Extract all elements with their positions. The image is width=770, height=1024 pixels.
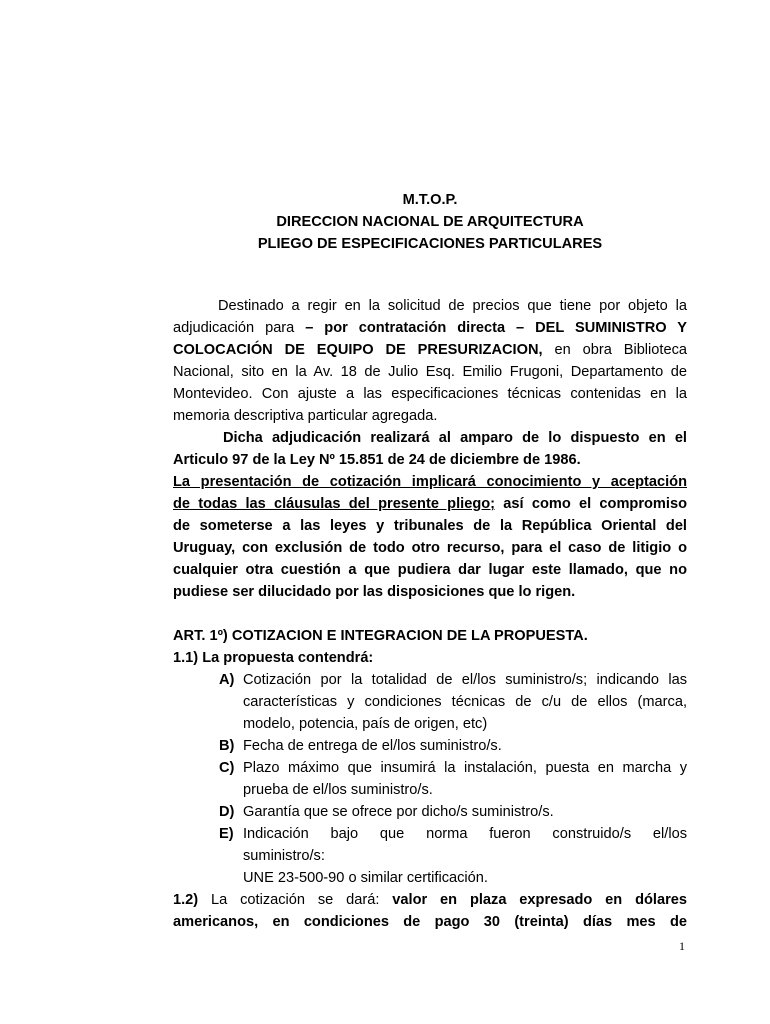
list-line: UNE 23-500-90 o similar certificación. — [243, 870, 488, 886]
acceptance-underlined: La presentación de cotización implicará conocimiento y aceptación — [173, 474, 687, 490]
intro-text: adjudicación para — [173, 320, 306, 336]
legal-basis-line: Articulo 97 de la Ley Nº 15.851 de 24 de diciembre de 1986. — [173, 452, 581, 468]
intro-bold: – por contratación directa – DEL SUMINISTRO Y — [305, 320, 688, 336]
list-line: Plazo máximo que insumirá la instalación, puesta en marcha y — [243, 760, 687, 776]
document-header — [173, 189, 687, 255]
intro-line — [173, 317, 687, 339]
list-line: suministro/s: — [243, 848, 325, 864]
header-directorate: DIRECCION NACIONAL DE ARQUITECTURA — [276, 214, 584, 230]
list-line: prueba de el/los suministro/s. — [243, 782, 433, 798]
header-title: PLIEGO DE ESPECIFICACIONES PARTICULARES — [257, 236, 603, 252]
list-label-d: D) — [219, 804, 235, 820]
list-item-e — [173, 823, 687, 889]
acceptance-line: pudiese ser dilucidado por las disposiciones que lo rigen. — [173, 584, 576, 600]
list-line: Fecha de entrega de el/los suministro/s. — [243, 738, 502, 754]
acceptance-line — [173, 471, 687, 493]
list-item-a — [173, 669, 687, 735]
intro-bold: COLOCACIÓN DE EQUIPO DE PRESURIZACION, — [173, 342, 543, 358]
section-1-1-title: 1.1) La propuesta contendrá: — [173, 650, 374, 666]
legal-basis-line: Dicha adjudicación realizará al amparo de lo dispuesto en el — [223, 430, 687, 446]
header-agency: M.T.O.P. — [402, 192, 458, 208]
section-1-2-line: americanos, en condiciones de pago 30 (treinta) días mes de — [173, 914, 687, 930]
acceptance-line: cualquier otra cuestión a que pudiera dar lugar este llamado, que no — [173, 562, 687, 578]
intro-line: Destinado a regir en la solicitud de precios que tiene por objeto la — [218, 298, 687, 314]
list-label-a: A) — [219, 672, 235, 688]
list-line: modelo, potencia, país de origen, etc) — [243, 716, 488, 732]
acceptance-line: Uruguay, con exclusión de todo otro recurso, para el caso de litigio o — [173, 540, 687, 556]
page-number: 1 — [679, 939, 685, 953]
section-1-2-bold: valor en plaza expresado en dólares — [392, 892, 687, 908]
acceptance-paragraph — [173, 471, 687, 603]
intro-text: en obra Biblioteca — [542, 342, 687, 358]
list-label-b: B) — [219, 738, 235, 754]
acceptance-text: así como el compromiso — [495, 496, 687, 512]
section-1-2-label: 1.2) — [173, 892, 199, 908]
list-label-e: E) — [219, 826, 234, 842]
article-1-title: ART. 1º) COTIZACION E INTEGRACION DE LA PROPUESTA. — [173, 628, 588, 644]
list-item-d — [173, 801, 687, 823]
list-item-c — [173, 757, 687, 801]
list-line: Cotización por la totalidad de el/los suministro/s; indicando las — [243, 672, 687, 688]
acceptance-underlined: de todas las cláusulas del presente pliego; — [173, 496, 496, 512]
list-line: características y condiciones técnicas de c/u de ellos (marca, — [243, 694, 687, 710]
intro-line: Nacional, sito en la Av. 18 de Julio Esq. Emilio Frugoni, Departamento de — [173, 364, 687, 380]
list-label-c: C) — [219, 760, 235, 776]
document-body — [173, 295, 687, 933]
list-item-b — [173, 735, 687, 757]
legal-basis-paragraph — [173, 427, 687, 471]
acceptance-line: de someterse a las leyes y tribunales de la República Oriental del — [173, 518, 687, 534]
section-1-2-line — [173, 889, 687, 911]
intro-line: memoria descriptiva particular agregada. — [173, 408, 438, 424]
intro-line — [173, 339, 687, 361]
section-1-2-text: La cotización se dará: — [198, 892, 393, 908]
list-line: Indicación bajo que norma fueron construido/s el/los — [243, 826, 687, 842]
list-line: Garantía que se ofrece por dicho/s suministro/s. — [243, 804, 554, 820]
acceptance-line — [173, 493, 687, 515]
intro-paragraph — [173, 295, 687, 427]
intro-line: Montevideo. Con ajuste a las especificaciones técnicas contenidas en la — [173, 386, 687, 402]
article-1 — [173, 625, 687, 933]
